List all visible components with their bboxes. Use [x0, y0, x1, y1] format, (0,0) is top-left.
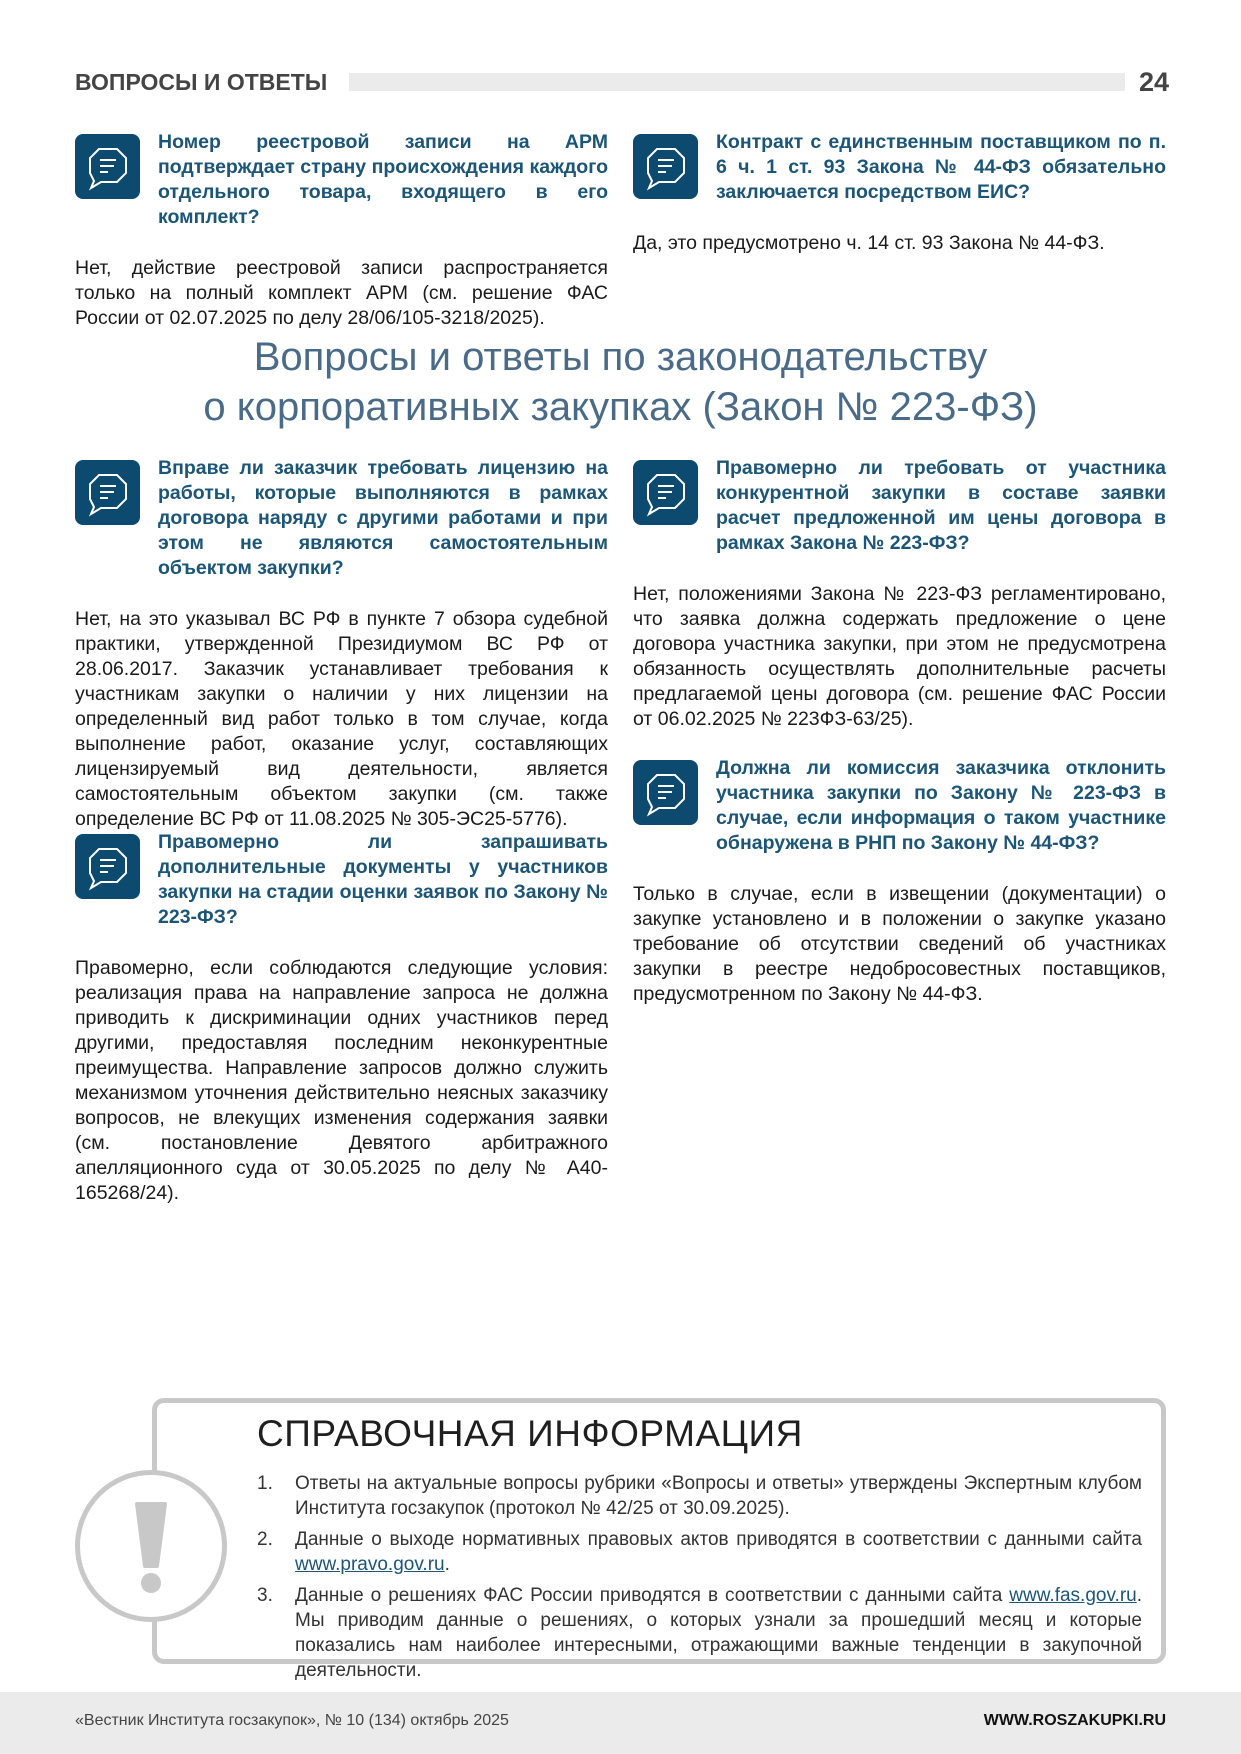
fas-link[interactable]: www.fas.gov.ru [1009, 1585, 1137, 1606]
item-text-body: Данные о выходе нормативных правовых актов приводятся в соответствии с данными сайта [295, 1529, 1142, 1550]
item-text-after: . [444, 1554, 450, 1575]
question-text: Вправе ли заказчик требовать лицензию на работы, которые выполняются в рамках договора наряду с другими работами и при этом не являются самостоятельным объектом закупки? [158, 457, 608, 579]
speech-bubble-icon [633, 134, 698, 199]
page-number: 24 [1138, 66, 1169, 97]
exclamation-icon [75, 1470, 227, 1622]
info-list-item [257, 1471, 1142, 1521]
answer-text: Правомерно, если соблюдаются следующие условия: реализация права на направление запроса не должна приводить к дискриминации одних участников перед другими, предоставляя последним неконкурентные преимущества. Направление запросов должно служить механизмом уточнения действительно неясных заказчику вопросов, не влекущих изменения содержания заявки (см. постановление Девятого арбитражного апелляционного суда от 30.05.2025 по делу № А40-165268/24). [75, 957, 608, 1204]
speech-bubble-icon [75, 134, 140, 199]
qa-item [633, 756, 1166, 1007]
section-label: ВОПРОСЫ И ОТВЕТЫ [75, 68, 328, 95]
item-number: 1. [257, 1473, 273, 1494]
answer-text: Нет, на это указывал ВС РФ в пункте 7 обзора судебной практики, утвержденной Президиумом ВС РФ от 28.06.2017. Заказчик устанавливает требования к участникам закупки о наличии у них лицензии на определенный вид работ только в том случае, когда выполнение работ, оказание услуг, составляющих лицензируемый вид деятельности, является самостоятельным объектом закупки (см. также определение ВС РФ от 11.08.2025 № 305-ЭС25-5776). [75, 608, 608, 830]
info-box-title: СПРАВОЧНАЯ ИНФОРМАЦИЯ [257, 1413, 803, 1454]
info-list-item [257, 1583, 1142, 1683]
speech-bubble-icon [75, 460, 140, 525]
item-text [295, 1527, 1142, 1577]
pravo-link[interactable]: www.pravo.gov.ru [295, 1554, 445, 1575]
item-number: 2. [257, 1529, 273, 1550]
question-text: Номер реестровой записи на АРМ подтверждает страну происхождения каждого отдельного товара, входящего в его комплект? [158, 131, 608, 228]
speech-bubble-icon [633, 760, 698, 825]
info-list [257, 1471, 1142, 1689]
question-text: Должна ли комиссия заказчика отклонить участника закупки по Закону № 223-ФЗ в случае, если информация о таком участнике обнаружена в РНП по Закону № 44-ФЗ? [716, 757, 1166, 854]
item-text-after: . Мы приводим данные о решениях, о которых узнали за прошедший месяц и которые показались нам наиболее интересными, отражающими важные тенденции в закупочной деятельности. [295, 1585, 1142, 1681]
item-text [295, 1471, 1142, 1521]
info-list-item [257, 1527, 1142, 1577]
answer-text: Нет, действие реестровой записи распространяется только на полный комплект АРМ (см. решение ФАС России от 02.07.2025 по делу 28/06/105-3218/2025). [75, 257, 608, 329]
qa-item [75, 456, 608, 832]
reference-info-box [152, 1398, 1166, 1681]
header-divider-bar [349, 73, 1125, 91]
publication-info: «Вестник Института госзакупок», № 10 (134) октябрь 2025 [75, 1712, 509, 1729]
section-heading-line1: Вопросы и ответы по законодательству [253, 335, 988, 379]
qa-item [633, 456, 1166, 732]
answer-text: Только в случае, если в извещении (документации) о закупке установлено и в положении о закупке указано требование об отсутствии сведений об участниках закупки в реестре недобросовестных поставщиков, предусмотренном по Закону № 44-ФЗ. [633, 883, 1166, 1005]
page-footer [0, 1692, 1241, 1754]
item-text-body: Ответы на актуальные вопросы рубрики «Вопросы и ответы» утверждены Экспертным клубом Института госзакупок (протокол № 42/25 от 30.09.2025). [295, 1473, 1142, 1519]
item-text-body: Данные о решениях ФАС России приводятся в соответствии с данными сайта [295, 1585, 1010, 1606]
website-link[interactable]: WWW.ROSZAKUPKI.RU [983, 1712, 1166, 1729]
question-text: Правомерно ли требовать от участника конкурентной закупки в составе заявки расчет предложенной им цены договора в рамках Закона № 223-ФЗ? [716, 457, 1166, 554]
item-number: 3. [257, 1585, 273, 1606]
section-heading [0, 332, 1241, 432]
section-heading-line2: о корпоративных закупках (Закон № 223-ФЗ) [203, 385, 1038, 429]
speech-bubble-icon [633, 460, 698, 525]
item-text [295, 1583, 1142, 1683]
question-text: Правомерно ли запрашивать дополнительные документы у участников закупки на стадии оценки заявок по Закону № 223-ФЗ? [158, 831, 608, 928]
qa-item [75, 830, 608, 1206]
qa-item [75, 130, 608, 331]
qa-item [633, 130, 1166, 256]
question-text: Контракт с единственным поставщиком по п. 6 ч. 1 ст. 93 Закона № 44-ФЗ обязательно заключается посредством ЕИС? [716, 131, 1166, 203]
answer-text: Нет, положениями Закона № 223-ФЗ регламентировано, что заявка должна содержать предложение о цене договора участника закупки, при этом не предусмотрена обязанность осуществлять дополнительные расчеты предлагаемой цены договора (см. решение ФАС России от 06.02.2025 № 223ФЗ-63/25). [633, 583, 1166, 730]
answer-text: Да, это предусмотрено ч. 14 ст. 93 Закона № 44-ФЗ. [633, 232, 1105, 254]
speech-bubble-icon [75, 834, 140, 899]
page-header [75, 66, 1169, 98]
